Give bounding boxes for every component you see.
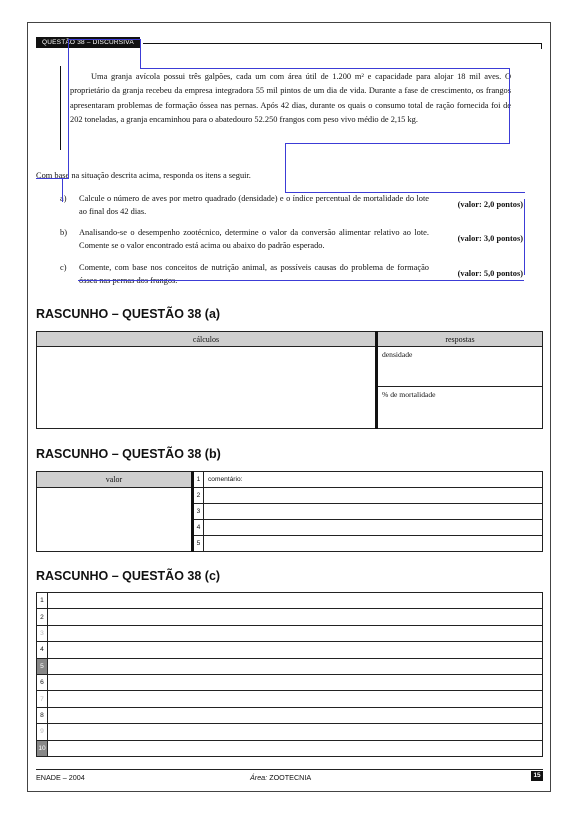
answer-line[interactable] — [48, 724, 543, 740]
row-number: 6 — [37, 674, 48, 690]
row-number: 5 — [37, 658, 48, 674]
row-number: 3 — [37, 625, 48, 641]
row-number: 7 — [37, 691, 48, 707]
answer-line[interactable] — [48, 691, 543, 707]
row-number: 4 — [193, 520, 204, 536]
item-b-text: Analisando-se o desempenho zootécnico, determine o valor da conversão alimentar relativo ao lote. Comente se o valor encontrado está acima ou abaixo do padrão esperado. — [79, 228, 429, 250]
answer-line[interactable] — [48, 674, 543, 690]
row-number: 4 — [37, 642, 48, 658]
valor-area[interactable] — [37, 488, 193, 552]
rascunho-a-table — [36, 331, 543, 429]
item-c-label: c) — [60, 263, 67, 272]
row-number: 10 — [37, 740, 48, 756]
rascunho-c-title: RASCUNHO – QUESTÃO 38 (c) — [36, 569, 221, 583]
footer-area-value: ZOOTECNIA — [269, 773, 312, 782]
answer-mortalidade[interactable]: % de mortalidade — [377, 387, 543, 429]
comment-row[interactable] — [204, 504, 543, 520]
answer-line[interactable] — [48, 642, 543, 658]
answer-line[interactable] — [48, 707, 543, 723]
comment-row[interactable] — [204, 488, 543, 504]
col-calculos: cálculos — [37, 332, 377, 347]
item-a-text: Calcule o número de aves por metro quadrado (densidade) e o índice percentual de mortalidade do lote ao final dos 42 dias. — [79, 194, 429, 216]
calculos-area[interactable] — [37, 347, 377, 429]
row-number: 9 — [37, 724, 48, 740]
footer-exam: ENADE – 2004 — [36, 773, 85, 782]
comment-label: comentário: — [208, 476, 243, 483]
row-number: 8 — [37, 707, 48, 723]
header-rule — [143, 43, 542, 44]
question-paragraph-text: Uma granja avícola possui três galpões, cada um com área útil de 1.200 m² e capacidade para alojar 18 mil aves. O proprietário da granja recebeu da empresa integradora 55 mil pintos de um dia de vida. Durante a fase de crescimento, os frangos apresentaram problemas de formação óssea nas pernas. Após 42 dias, durante os quais o consumo total de ração fornecida foi de 202 toneladas, a granja encaminhou para o abatedouro 52.250 frangos com peso vivo médio de 2,15 kg. — [70, 72, 511, 125]
answer-line[interactable] — [48, 625, 543, 641]
rascunho-c-table — [36, 592, 543, 757]
footer-area — [250, 773, 311, 782]
footer-rule — [36, 769, 543, 770]
row-number: 3 — [193, 504, 204, 520]
answer-densidade[interactable]: densidade — [377, 347, 543, 387]
row-number: 1 — [193, 472, 204, 488]
col-respostas: respostas — [377, 332, 543, 347]
answer-line[interactable] — [48, 740, 543, 756]
item-c-value: (valor: 5,0 pontos) — [457, 269, 523, 278]
row-number: 5 — [193, 536, 204, 552]
col-valor: valor — [37, 472, 193, 488]
comment-row[interactable] — [204, 520, 543, 536]
header-rule-tick — [541, 43, 542, 49]
comment-row[interactable] — [204, 536, 543, 552]
row-number: 1 — [37, 593, 48, 609]
rascunho-b-table — [36, 471, 543, 552]
rascunho-b-title: RASCUNHO – QUESTÃO 38 (b) — [36, 447, 221, 461]
item-b-value: (valor: 3,0 pontos) — [457, 234, 523, 243]
item-b-label: b) — [60, 228, 67, 237]
row-number: 2 — [193, 488, 204, 504]
answer-line[interactable] — [48, 658, 543, 674]
comment-row[interactable] — [204, 472, 543, 488]
answer-line[interactable] — [48, 609, 543, 625]
question-paragraph — [70, 70, 511, 128]
item-c-text: Comente, com base nos conceitos de nutrição animal, as possíveis causas do problema de formação óssea nas pernas dos frangos. — [79, 263, 429, 285]
item-a-label: a) — [60, 194, 67, 203]
question-intro: Com base na situação descrita acima, responda os itens a seguir. — [36, 171, 251, 180]
page-number: 15 — [531, 771, 543, 781]
row-number: 2 — [37, 609, 48, 625]
paragraph-sidebar-rule — [60, 66, 61, 150]
question-tag: QUESTÃO 38 – DISCURSIVA — [36, 37, 140, 48]
footer-area-label: Área: — [250, 773, 268, 782]
rascunho-a-title: RASCUNHO – QUESTÃO 38 (a) — [36, 307, 221, 321]
answer-line[interactable] — [48, 593, 543, 609]
item-a-value: (valor: 2,0 pontos) — [457, 200, 523, 209]
